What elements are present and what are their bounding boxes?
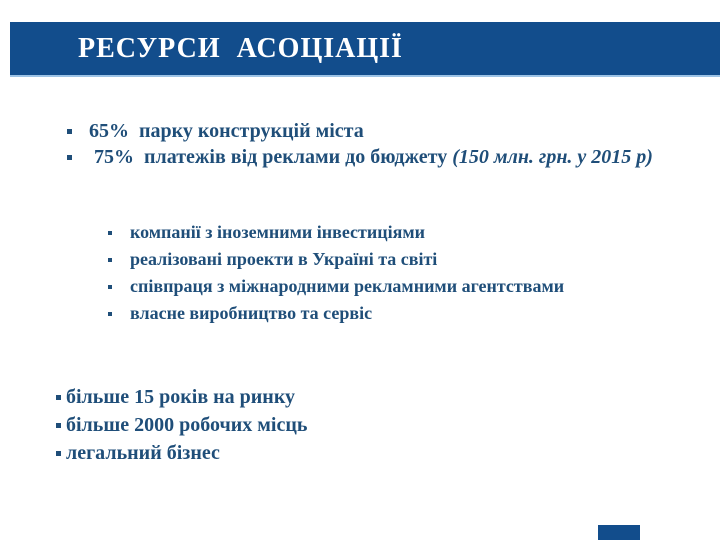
square-bullet-icon (67, 129, 72, 134)
bullet-text: компанії з іноземними інвестиціями (130, 222, 426, 242)
square-bullet-icon (108, 312, 112, 316)
slide-title: РЕСУРСИ АСОЦІАЦІЇ (78, 33, 403, 64)
bullet-text: більше 2000 робочих місць (66, 413, 308, 436)
bottom-bullet-legal (56, 439, 307, 467)
square-bullet-icon (67, 155, 72, 160)
bullet-text: реалізовані проекти в Україні та світі (130, 249, 438, 269)
bullet-text: легальний бізнес (66, 441, 220, 464)
sub-bullet-projects (108, 246, 564, 273)
bottom-bullet-jobs (56, 411, 307, 439)
bullet-text: 75% платежів від реклами до бюджету (89, 145, 453, 168)
bullet-text: 65% парку конструкцій міста (89, 119, 364, 142)
title-bar (10, 22, 720, 77)
bullet-text: більше 15 років на ринку (66, 385, 296, 408)
sub-bullet-cooperation (108, 273, 564, 300)
footer-accent-square (598, 525, 640, 540)
sub-bullet-list (108, 219, 564, 327)
bullet-text: власне виробництво та сервіс (130, 303, 373, 323)
bottom-bullet-list (56, 383, 307, 467)
sub-bullet-foreign-investment (108, 219, 564, 246)
bullet-park-structures (67, 118, 653, 144)
bullet-ad-payments (67, 144, 653, 170)
main-bullet-list (67, 118, 653, 170)
square-bullet-icon (108, 285, 112, 289)
square-bullet-icon (108, 231, 112, 235)
bottom-bullet-years (56, 383, 307, 411)
square-bullet-icon (56, 395, 61, 400)
square-bullet-icon (108, 258, 112, 262)
bullet-note: (150 млн. грн. у 2015 р) (452, 145, 653, 168)
square-bullet-icon (56, 451, 61, 456)
square-bullet-icon (56, 423, 61, 428)
sub-bullet-production (108, 300, 564, 327)
bullet-text: співпраця з міжнародними рекламними агентствами (130, 276, 565, 296)
